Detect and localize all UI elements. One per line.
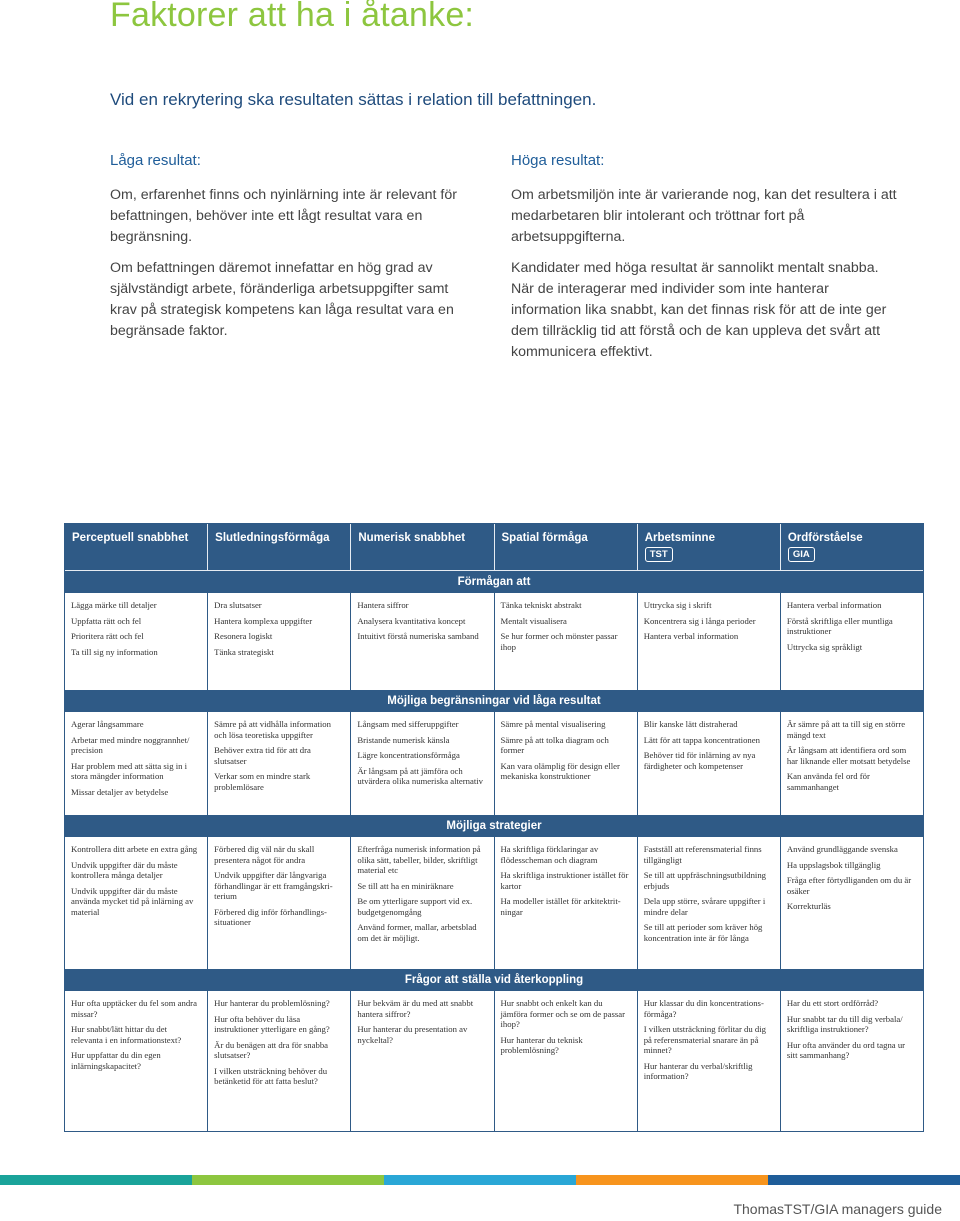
list-item: Använd grundläggande svenska — [786, 844, 898, 854]
table-cell — [208, 712, 351, 815]
table-cell — [65, 991, 208, 1131]
table-cell — [65, 712, 208, 815]
page-title: Faktorer att ha i åtanke: — [110, 0, 475, 34]
high-results-heading: Höga resultat: — [511, 152, 605, 169]
list-item: Hur snabbt och enkelt kan du jämföra former och se om de passar ihop? — [500, 998, 625, 1029]
list-item: Sämre på att vidhålla information och lösa teoretiska uppgifter — [214, 719, 331, 740]
header-label: Ordförståelse — [787, 532, 863, 544]
low-results-heading: Låga resultat: — [110, 152, 201, 169]
list-item: Hantera verbal information — [786, 600, 882, 610]
table-cell — [65, 837, 208, 969]
table-header-row — [65, 524, 923, 571]
low-results-paragraph-1: Om, erfarenhet finns och nyinlärning inte är relevant för befattningen, behöver inte ett lågt resultat vara en begränsning. — [110, 187, 457, 245]
list-item: Undvik uppgifter där du måste använda mycket tid på inlärning av material — [71, 885, 194, 917]
list-item: Ta till sig ny information — [71, 646, 158, 657]
footer-color-bar — [0, 1175, 960, 1185]
table-cell — [638, 837, 781, 969]
table-cell — [638, 593, 781, 690]
page-subtitle: Vid en rekrytering ska resultaten sättas i relation till befattningen. — [110, 90, 597, 109]
list-item: Är sämre på att ta till sig en större mängd text — [786, 719, 906, 740]
section-row-limitations — [65, 712, 923, 815]
list-item: Kan vara olämplig för design eller mekaniska konstruktioner — [500, 760, 620, 781]
list-item: Hur bekväm är du med att snabbt hantera siffror? — [357, 998, 474, 1019]
tst-badge: TST — [645, 547, 673, 562]
list-item: Långsam med sifferuppgifter — [357, 719, 459, 729]
list-item: Dra slutsatser — [214, 600, 262, 610]
list-item: Undvik uppgifter där långvariga förhandlingar är ett framgångskri-terium — [214, 870, 333, 901]
list-item: Agerar långsammare — [71, 719, 144, 729]
section-title-limitations: Möjliga begränsningar vid låga resultat — [65, 690, 923, 712]
header-label: Arbetsminne — [644, 532, 715, 544]
section-title-feedback-questions: Frågor att ställa vid återkoppling — [65, 969, 923, 991]
list-item: Hur hanterar du teknisk problemlösning? — [500, 1034, 583, 1055]
list-item: Arbetar med mindre noggrannhet/ precision — [71, 734, 190, 755]
header-label: Numerisk snabbhet — [358, 532, 466, 544]
list-item: Uttrycka sig språkligt — [786, 641, 863, 652]
list-item: Efterfråga numerisk information på olika sätt, tabeller, bilder, skriftligt material etc — [357, 844, 481, 875]
list-item: Se till att uppfräschningsutbildning erbjuds — [643, 870, 767, 891]
list-item: Har problem med att sätta sig in i stora mängder information — [71, 760, 188, 781]
high-results-paragraph-2: Kandidater med höga resultat är sannolikt mentalt snabba. När de interagerar med individer som inte hanterar information lika snabbt, kan det finnas risk för att de inte ger dem tillräcklig tid att förstå och de kan uppleva det svårt att kommunicera effektivt. — [511, 260, 887, 360]
table-cell — [495, 991, 638, 1131]
list-item: Prioritera rätt och fel — [71, 631, 144, 641]
header-spatial — [495, 524, 638, 570]
list-item: Tänka tekniskt abstrakt — [500, 600, 582, 610]
color-segment — [0, 1175, 192, 1185]
list-item: Hur hanterar du verbal/skriftlig information? — [643, 1060, 753, 1081]
table-cell — [781, 593, 923, 690]
list-item: Hur snabbt tar du till dig verbala/ skriftliga instruktioner? — [786, 1013, 903, 1034]
list-item: Kontrollera ditt arbete en extra gång — [71, 844, 198, 854]
table-cell — [495, 593, 638, 690]
table-cell — [351, 593, 494, 690]
list-item: Förstå skriftliga eller muntliga instruktioner — [786, 615, 893, 636]
list-item: Tänka strategiskt — [214, 646, 274, 657]
abilities-table — [64, 523, 924, 1132]
list-item: Har du ett stort ordförråd? — [786, 998, 879, 1008]
header-reasoning — [208, 524, 351, 570]
list-item: Hur snabbt/lätt hittar du det relevanta i en informationstext? — [71, 1024, 182, 1045]
list-item: Uppfatta rätt och fel — [71, 615, 142, 626]
header-word-meaning — [781, 524, 923, 570]
header-label: Perceptuell snabbhet — [72, 532, 189, 544]
section-row-abilities — [65, 593, 923, 690]
table-cell — [638, 991, 781, 1131]
list-item: I vilken utsträckning behöver du betänketid för att fatta beslut? — [214, 1065, 328, 1086]
table-cell — [495, 837, 638, 969]
list-item: Hur ofta upptäcker du fel som andra missar? — [71, 998, 197, 1019]
header-perceptual-speed — [65, 524, 208, 570]
list-item: Är långsam på att jämföra och utvärdera olika numeriska alternativ — [357, 765, 484, 786]
list-item: Hur hanterar du presentation av nyckeltal? — [357, 1024, 468, 1045]
table-cell — [351, 991, 494, 1131]
list-item: Ha skriftliga instruktioner istället för kartor — [500, 870, 629, 891]
list-item: Se till att perioder som kräver hög koncentration inte är för långa — [643, 922, 763, 943]
list-item: Hur hanterar du problemlösning? — [214, 998, 330, 1008]
high-results-paragraph-1: Om arbetsmiljön inte är varierande nog, kan det resultera i att medarbetaren blir intolerant och tröttnar fort på arbetsuppgifterna. — [511, 187, 897, 245]
list-item: Hantera siffror — [357, 600, 409, 610]
list-item: Lägre koncentrationsförmåga — [357, 750, 460, 760]
list-item: Analysera kvantitativa koncept — [357, 615, 466, 626]
section-row-feedback-questions — [65, 991, 923, 1131]
header-label: Slutledningsförmåga — [215, 532, 330, 544]
list-item: Behöver tid för inlärning av nya färdigheter och kompetenser — [643, 750, 756, 771]
color-segment — [192, 1175, 384, 1185]
list-item: Ha uppslagsbok tillgänglig — [786, 859, 881, 870]
list-item: Korrekturläs — [786, 901, 831, 911]
list-item: Hantera komplexa uppgifter — [214, 615, 313, 626]
list-item: Hur ofta behöver du läsa instruktioner ytterligare en gång? — [214, 1013, 330, 1034]
header-number-speed — [351, 524, 494, 570]
list-item: Kan använda fel ord för sammanhanget — [786, 771, 870, 792]
list-item: Är långsam att identifiera ord som har liknande eller motsatt betydelse — [786, 745, 911, 766]
list-item: Bristande numerisk känsla — [357, 734, 450, 745]
list-item: Sämre på mental visualisering — [500, 719, 606, 729]
color-segment — [384, 1175, 576, 1185]
list-item: Lätt för att tappa koncentrationen — [643, 734, 760, 745]
footer-text: ThomasTST/GIA managers guide — [733, 1201, 942, 1217]
header-working-memory — [638, 524, 781, 570]
list-item: Koncentrera sig i långa perioder — [643, 615, 756, 626]
table-cell — [351, 712, 494, 815]
section-title-abilities: Förmågan att — [65, 571, 923, 593]
list-item: Hur klassar du din koncentrations-förmåga? — [643, 998, 764, 1019]
table-cell — [781, 712, 923, 815]
list-item: Lägga märke till detaljer — [71, 600, 157, 610]
list-item: Använd former, mallar, arbetsblad om det är möjligt. — [357, 922, 477, 943]
table-cell — [208, 593, 351, 690]
list-item: Behöver extra tid för att dra slutsatser — [214, 745, 311, 766]
list-item: Missar detaljer av betydelse — [71, 786, 169, 797]
list-item: Blir kanske lätt distraherad — [643, 719, 738, 729]
list-item: Se hur former och mönster passar ihop — [500, 631, 618, 652]
table-cell — [65, 593, 208, 690]
list-item: Uttrycka sig i skrift — [643, 600, 712, 610]
list-item: Förbered dig väl när du skall presentera något för andra — [214, 844, 315, 865]
list-item: Mentalt visualisera — [500, 615, 567, 626]
list-item: Verkar som en mindre stark problemlösare — [214, 771, 311, 792]
gia-badge: GIA — [788, 547, 815, 562]
list-item: Intuitivt förstå numeriska samband — [357, 631, 479, 641]
table-cell — [208, 991, 351, 1131]
list-item: Fastställ att referensmaterial finns tillgängligt — [643, 844, 762, 865]
list-item: Se till att ha en miniräknare — [357, 880, 454, 891]
list-item: Undvik uppgifter där du måste kontrollera många detaljer — [71, 859, 178, 880]
list-item: Ha modeller istället för arkitektrit-ningar — [500, 896, 621, 917]
list-item: Är du benägen att dra för snabba slutsatser? — [214, 1039, 329, 1060]
list-item: Dela upp större, svårare uppgifter i mindre delar — [643, 896, 766, 917]
color-segment — [576, 1175, 768, 1185]
table-cell — [638, 712, 781, 815]
table-cell — [781, 837, 923, 969]
list-item: Fråga efter förtydliganden om du är osäker — [786, 875, 912, 896]
list-item: Resonera logiskt — [214, 631, 273, 641]
section-title-strategies: Möjliga strategier — [65, 815, 923, 837]
table-cell — [351, 837, 494, 969]
color-segment — [768, 1175, 960, 1185]
list-item: Sämre på att tolka diagram och former — [500, 734, 609, 755]
low-results-section — [110, 150, 460, 352]
table-cell — [495, 712, 638, 815]
list-item: Förbered dig inför förhandlings-situationer — [214, 906, 327, 927]
header-label: Spatial förmåga — [501, 532, 588, 544]
list-item: I vilken utsträckning förlitar du dig på referensmaterial snarare än på minnet? — [643, 1024, 767, 1055]
list-item: Hur ofta använder du ord tagna ur sitt sammanhang? — [786, 1039, 906, 1060]
list-item: Hantera verbal information — [643, 631, 739, 641]
high-results-section — [511, 150, 901, 373]
list-item: Be om ytterligare support vid ex. budgetgenomgång — [357, 896, 473, 917]
list-item: Hur uppfattar du din egen inlärningskapacitet? — [71, 1050, 161, 1071]
section-row-strategies — [65, 837, 923, 969]
table-cell — [781, 991, 923, 1131]
low-results-paragraph-2: Om befattningen däremot innefattar en hög grad av självständigt arbete, föränderliga arbetsuppgifter samt krav på strategisk kompetens kan låga resultat vara en begränsade faktor. — [110, 260, 454, 339]
table-cell — [208, 837, 351, 969]
list-item: Ha skriftliga förklaringar av flödesscheman och diagram — [500, 844, 599, 865]
